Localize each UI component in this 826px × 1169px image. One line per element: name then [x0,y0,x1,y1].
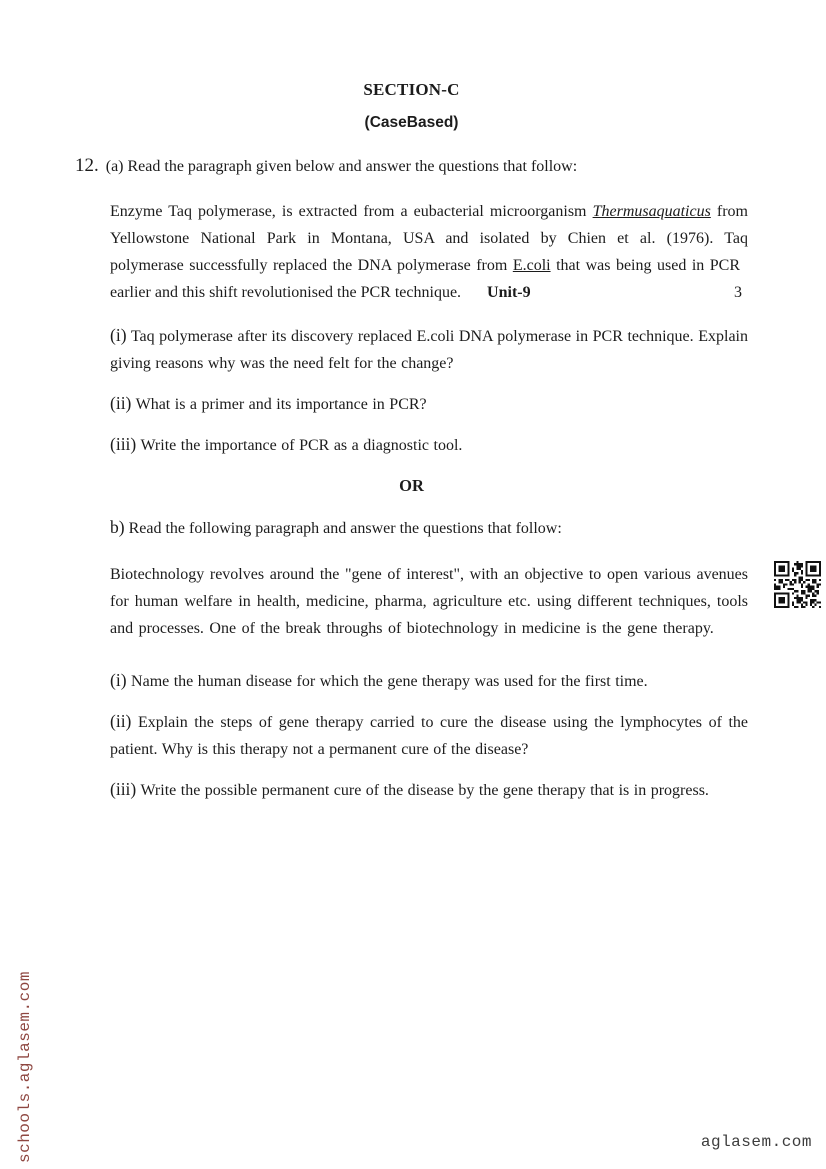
part-b-question-i [110,667,748,695]
section-subtitle: (CaseBased) [364,114,459,131]
part-b-question-iii [110,776,748,804]
question-text: Explain the steps of gene therapy carried to cure the disease using the lymphocytes of the patient. Why is this therapy not a permanent cure of the disease? [110,714,748,758]
question-marker: (ii) [110,393,132,413]
question-12a-intro-text: (a) Read the paragraph given below and answer the questions that follow: [105,158,578,175]
paragraph-text: from Yellowstone National Park in Montana, USA and isolated by Chien et al. (1976). Taq polymerase successfully replaced the DNA polymerase from [110,203,749,274]
question-number: 12. [75,155,99,176]
part-a-question-i [110,322,748,377]
part-a-paragraph [110,198,748,279]
unit-label: Unit-9 [487,284,531,301]
part-b-intro [110,514,748,542]
part-b-intro-text: Read the following paragraph and answer the questions that follow: [124,520,562,537]
part-a-paragraph-last-line [110,279,748,306]
marks-value: 3 [734,284,742,301]
or-divider: OR [399,476,424,495]
section-title: SECTION-C [363,80,460,99]
question-text: Name the human disease for which the gene therapy was used for the first time. [126,673,648,690]
question-text: What is a primer and its importance in PCR? [131,396,427,413]
question-marker: (iii) [110,434,137,454]
part-b-paragraph [110,561,748,642]
bottom-watermark: aglasem.com [700,1133,812,1151]
side-watermark: schools.aglasem.com [16,971,34,1163]
paragraph-text: Biotechnology revolves around the "gene of interest", with an objective to open various avenues for human welfare in health, medicine, pharma, agriculture etc. using different techniques, tools and processes. One of the break throughs of biotechnology in medicine is the gene therapy. [110,566,748,637]
question-12-intro [75,154,748,179]
species-name: Thermusaquaticus [592,203,711,220]
qr-code-icon [772,561,823,608]
qr-code-svg [772,561,823,608]
ecoli-term: E.coli [512,257,551,274]
part-b-marker: b) [110,517,125,537]
paragraph-text: Enzyme Taq polymerase, is extracted from a eubacterial microorganism [110,203,593,220]
question-text: Write the importance of PCR as a diagnostic tool. [136,437,463,454]
part-a-question-iii [110,431,748,459]
question-marker: (ii) [110,711,132,731]
part-b-question-ii [110,708,748,763]
paragraph-text: that was being used in PCR [550,257,741,274]
question-marker: (i) [110,670,127,690]
question-marker: (i) [110,325,127,345]
question-text: Write the possible permanent cure of the disease by the gene therapy that is in progress. [136,782,709,799]
question-text: Taq polymerase after its discovery replaced E.coli DNA polymerase in PCR technique. Explain giving reasons why was the need felt for the change? [110,328,748,372]
paragraph-text: earlier and this shift revolutionised the PCR technique. [110,284,462,301]
question-marker: (iii) [110,779,137,799]
part-a-question-ii [110,390,748,418]
